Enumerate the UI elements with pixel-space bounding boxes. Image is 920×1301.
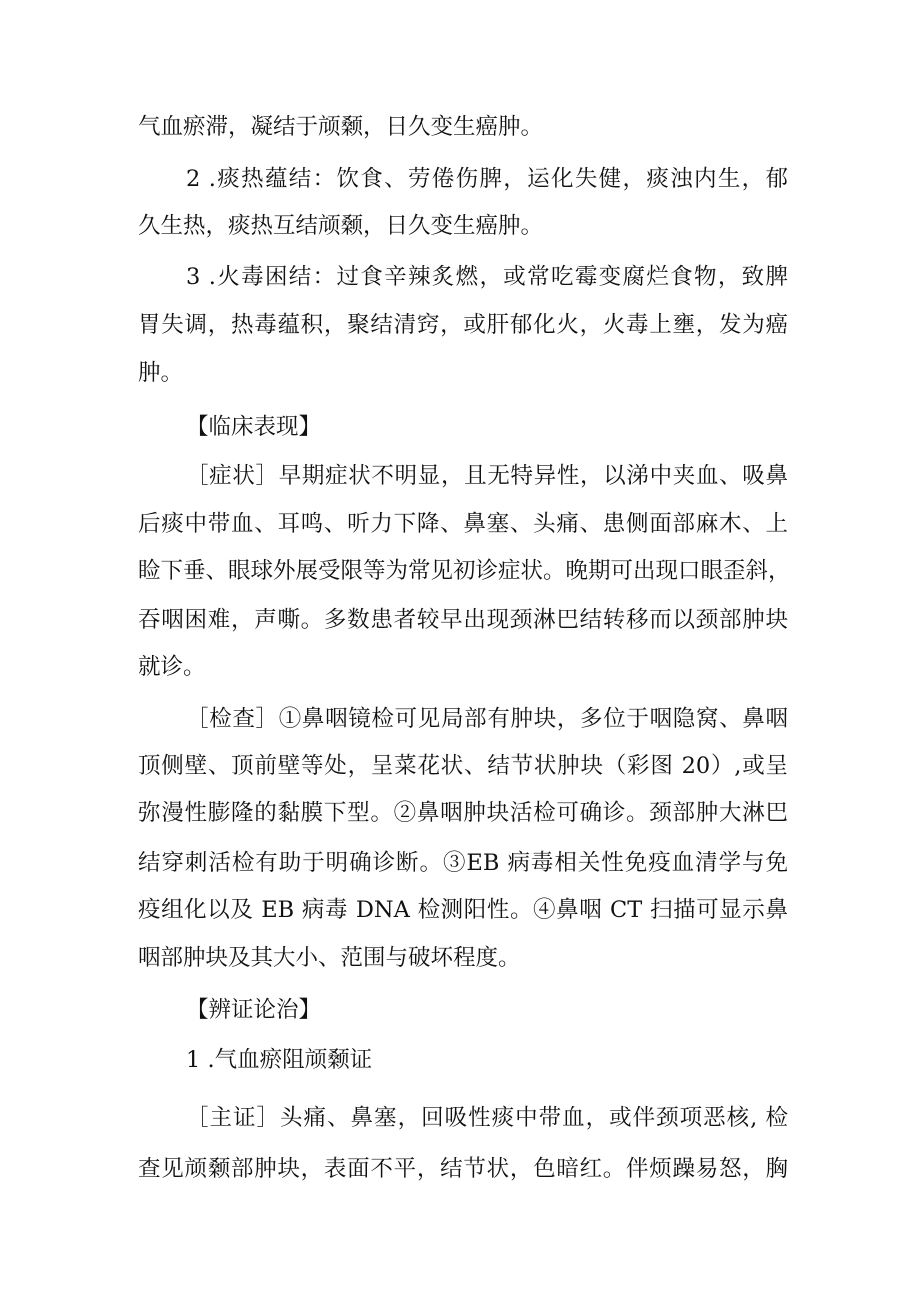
text-line: 肿。 xyxy=(138,360,184,386)
text-line: ［主证］头痛、鼻塞，回吸性痰中带血，或伴颈项恶核, 检 xyxy=(186,1105,788,1131)
text-line: 吞咽困难，声嘶。多数患者较早出现颈淋巴结转移而以颈部肿块 xyxy=(138,607,788,633)
text-line: 顶侧壁、顶前壁等处，呈菜花状、结节状肿块（彩图 20）,或呈 xyxy=(138,753,788,779)
text-line: 疫组化以及 EB 病毒 DNA 检测阳性。④鼻咽 CT 扫描可显示鼻 xyxy=(138,897,788,923)
text-line: 结穿刺活检有助于明确诊断。③EB 病毒相关性免疫血清学与免 xyxy=(138,850,788,876)
text-line: 查见颃颡部肿块，表面不平，结节状，色暗红。伴烦躁易怒，胸 xyxy=(138,1156,788,1182)
section-heading: 【临床表现】 xyxy=(186,414,322,440)
text-line: 胃失调，热毒蕴积，聚结清窍，或肝郁化火，火毒上壅，发为癌 xyxy=(138,312,788,338)
text-line: 气血瘀滞，凝结于颃颡，日久变生癌肿。 xyxy=(138,114,544,140)
section-heading: 【辨证论治】 xyxy=(186,997,322,1023)
text-line: 睑下垂、眼球外展受限等为常见初诊症状。晚期可出现口眼歪斜， xyxy=(138,558,791,584)
text-line: 3 .火毒困结：过食辛辣炙燃，或常吃霉变腐烂食物，致脾 xyxy=(186,264,788,290)
text-line: 后痰中带血、耳鸣、听力下降、鼻塞、头痛、患侧面部麻木、上 xyxy=(138,511,788,537)
text-line: ［检查］①鼻咽镜检可见局部有肿块，多位于咽隐窝、鼻咽 xyxy=(186,706,788,732)
text-line: 2 .痰热蕴结：饮食、劳倦伤脾，运化失健，痰浊内生，郁 xyxy=(186,166,788,192)
text-line: 就诊。 xyxy=(138,654,206,680)
text-line: 久生热，痰热互结颃颡，日久变生癌肿。 xyxy=(138,213,544,239)
text-line: ［症状］早期症状不明显，且无特异性，以涕中夹血、吸鼻 xyxy=(186,463,788,489)
text-line: 弥漫性膨隆的黏膜下型。②鼻咽肿块活检可确诊。颈部肿大淋巴 xyxy=(138,800,788,826)
text-line: 咽部肿块及其大小、范围与破坏程度。 xyxy=(138,945,521,971)
subsection-heading: 1 .气血瘀阻颃颡证 xyxy=(186,1047,373,1073)
